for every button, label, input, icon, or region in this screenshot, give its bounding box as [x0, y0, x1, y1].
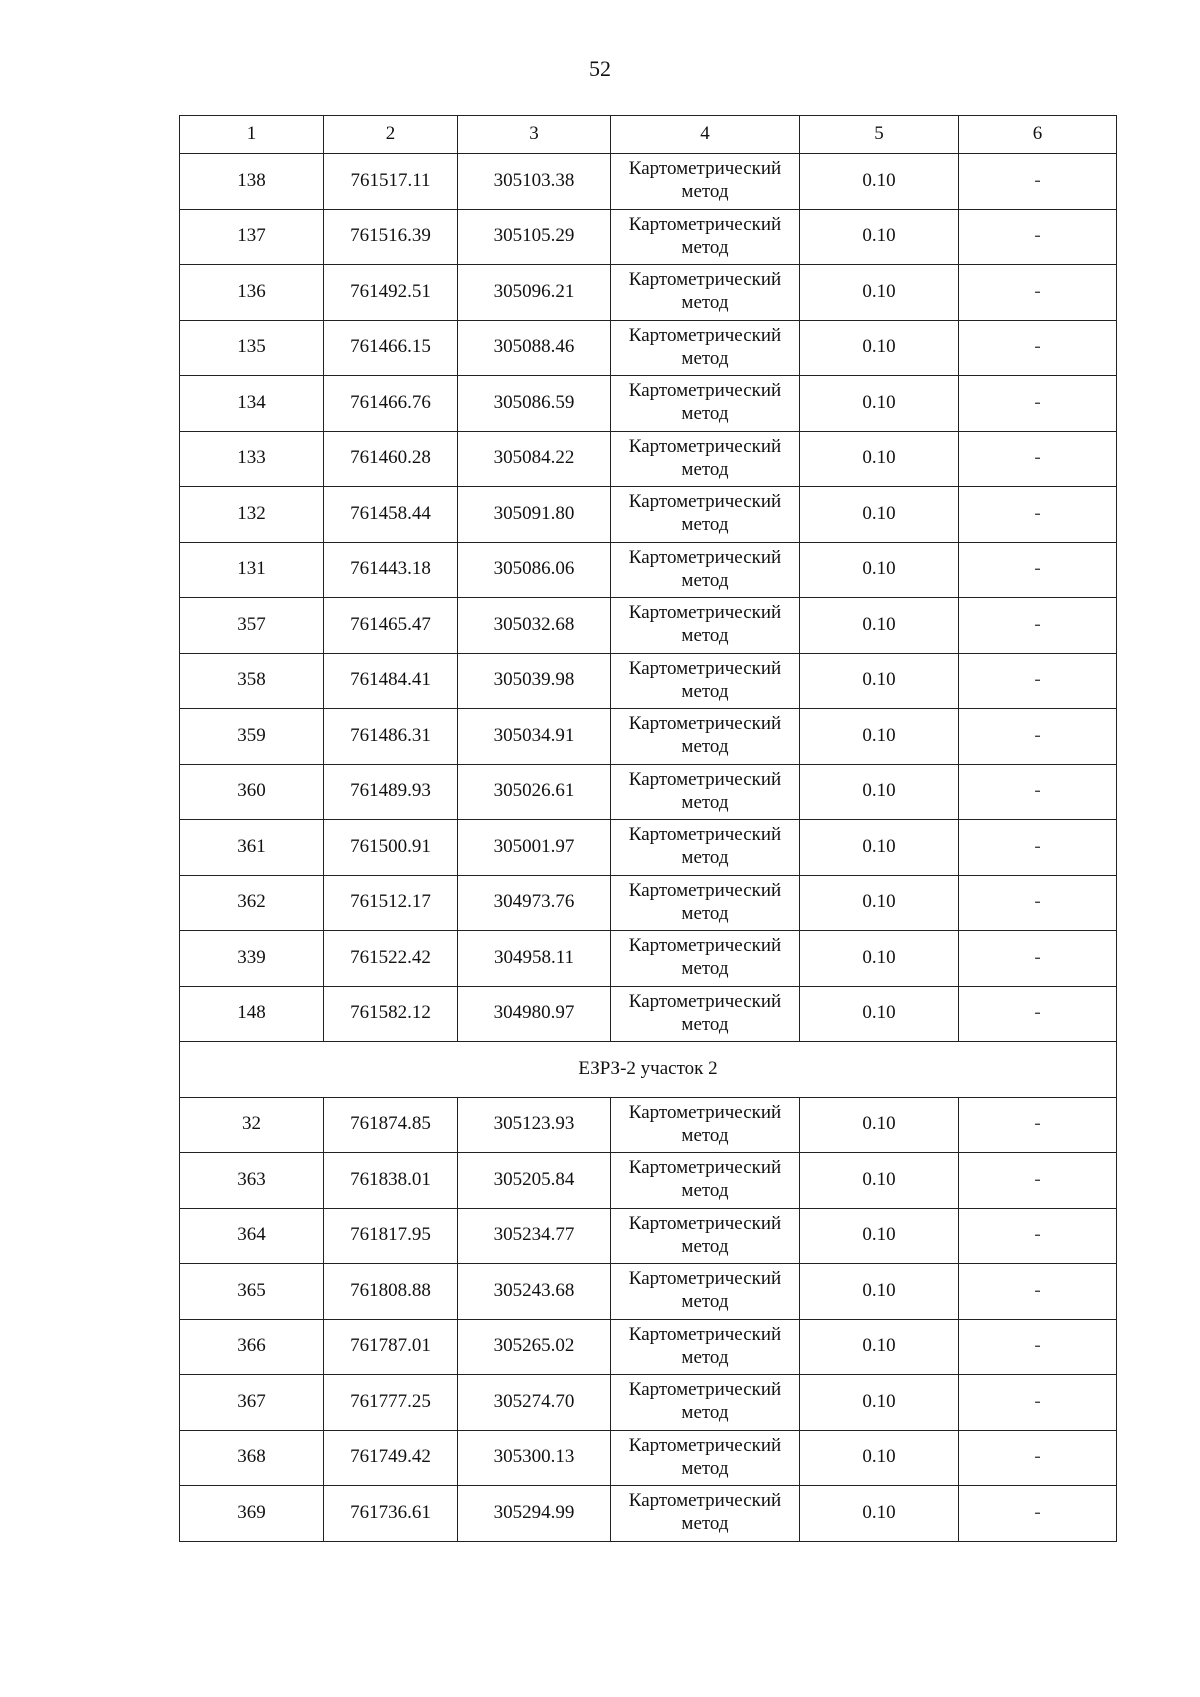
table-row — [180, 931, 1117, 987]
table-row — [180, 209, 1117, 265]
table-row — [180, 376, 1117, 432]
y-coordinate-cell: 304958.11 — [458, 931, 611, 987]
column-header: 6 — [959, 116, 1117, 154]
table-row — [180, 1208, 1117, 1264]
point-number-cell: 363 — [180, 1153, 324, 1209]
x-coordinate-cell: 761874.85 — [324, 1097, 458, 1153]
y-coordinate-cell: 305234.77 — [458, 1208, 611, 1264]
accuracy-cell: 0.10 — [800, 1375, 959, 1431]
x-coordinate-cell: 761522.42 — [324, 931, 458, 987]
point-number-cell: 367 — [180, 1375, 324, 1431]
accuracy-cell: 0.10 — [800, 431, 959, 487]
note-cell: - — [959, 931, 1117, 987]
method-cell — [611, 320, 800, 376]
method-cell — [611, 1486, 800, 1542]
method-text: Картометрический метод — [628, 602, 782, 647]
y-coordinate-cell: 305084.22 — [458, 431, 611, 487]
accuracy-cell: 0.10 — [800, 542, 959, 598]
table-row — [180, 431, 1117, 487]
method-cell — [611, 209, 800, 265]
accuracy-cell: 0.10 — [800, 875, 959, 931]
method-text: Картометрический метод — [628, 546, 782, 591]
table-row — [180, 154, 1117, 210]
note-cell: - — [959, 265, 1117, 321]
table-row — [180, 265, 1117, 321]
y-coordinate-cell: 305039.98 — [458, 653, 611, 709]
point-number-cell: 368 — [180, 1430, 324, 1486]
y-coordinate-cell: 305294.99 — [458, 1486, 611, 1542]
accuracy-cell: 0.10 — [800, 1486, 959, 1542]
y-coordinate-cell: 305265.02 — [458, 1319, 611, 1375]
y-coordinate-cell: 305123.93 — [458, 1097, 611, 1153]
x-coordinate-cell: 761516.39 — [324, 209, 458, 265]
table-row — [180, 1097, 1117, 1153]
method-text: Картометрический метод — [628, 1323, 782, 1368]
y-coordinate-cell: 305274.70 — [458, 1375, 611, 1431]
y-coordinate-cell: 305086.59 — [458, 376, 611, 432]
method-text: Картометрический метод — [628, 657, 782, 702]
y-coordinate-cell: 305032.68 — [458, 598, 611, 654]
table-row — [180, 1430, 1117, 1486]
table-row — [180, 487, 1117, 543]
accuracy-cell: 0.10 — [800, 209, 959, 265]
method-cell — [611, 1319, 800, 1375]
method-cell — [611, 1430, 800, 1486]
method-cell — [611, 931, 800, 987]
method-cell — [611, 1264, 800, 1320]
accuracy-cell: 0.10 — [800, 1430, 959, 1486]
table-row — [180, 320, 1117, 376]
x-coordinate-cell: 761466.15 — [324, 320, 458, 376]
y-coordinate-cell: 305001.97 — [458, 820, 611, 876]
accuracy-cell: 0.10 — [800, 764, 959, 820]
note-cell: - — [959, 1208, 1117, 1264]
coordinates-table — [179, 115, 1117, 1542]
table-body — [180, 116, 1117, 1542]
point-number-cell: 32 — [180, 1097, 324, 1153]
method-cell — [611, 542, 800, 598]
point-number-cell: 138 — [180, 154, 324, 210]
table-row — [180, 986, 1117, 1042]
point-number-cell: 135 — [180, 320, 324, 376]
accuracy-cell: 0.10 — [800, 598, 959, 654]
point-number-cell: 137 — [180, 209, 324, 265]
point-number-cell: 358 — [180, 653, 324, 709]
point-number-cell: 148 — [180, 986, 324, 1042]
method-text: Картометрический метод — [628, 213, 782, 258]
y-coordinate-cell: 305088.46 — [458, 320, 611, 376]
method-text: Картометрический метод — [628, 990, 782, 1035]
note-cell: - — [959, 653, 1117, 709]
note-cell: - — [959, 709, 1117, 765]
point-number-cell: 365 — [180, 1264, 324, 1320]
method-cell — [611, 376, 800, 432]
note-cell: - — [959, 542, 1117, 598]
point-number-cell: 359 — [180, 709, 324, 765]
table-row — [180, 764, 1117, 820]
note-cell: - — [959, 376, 1117, 432]
accuracy-cell: 0.10 — [800, 1319, 959, 1375]
point-number-cell: 133 — [180, 431, 324, 487]
method-cell — [611, 986, 800, 1042]
column-header: 3 — [458, 116, 611, 154]
point-number-cell: 366 — [180, 1319, 324, 1375]
x-coordinate-cell: 761817.95 — [324, 1208, 458, 1264]
x-coordinate-cell: 761466.76 — [324, 376, 458, 432]
method-cell — [611, 487, 800, 543]
table-row — [180, 598, 1117, 654]
x-coordinate-cell: 761749.42 — [324, 1430, 458, 1486]
page-number: 52 — [589, 56, 611, 81]
method-text: Картометрический метод — [628, 1268, 782, 1313]
point-number-cell: 132 — [180, 487, 324, 543]
table-row — [180, 875, 1117, 931]
method-cell — [611, 1375, 800, 1431]
column-header: 5 — [800, 116, 959, 154]
point-number-cell: 357 — [180, 598, 324, 654]
point-number-cell: 364 — [180, 1208, 324, 1264]
table-row — [180, 653, 1117, 709]
method-text: Картометрический метод — [628, 824, 782, 869]
method-cell — [611, 709, 800, 765]
x-coordinate-cell: 761512.17 — [324, 875, 458, 931]
table-row — [180, 1319, 1117, 1375]
x-coordinate-cell: 761443.18 — [324, 542, 458, 598]
table-row — [180, 1153, 1117, 1209]
table-row — [180, 1486, 1117, 1542]
accuracy-cell: 0.10 — [800, 487, 959, 543]
method-cell — [611, 431, 800, 487]
note-cell: - — [959, 154, 1117, 210]
method-text: Картометрический метод — [628, 1379, 782, 1424]
method-cell — [611, 1208, 800, 1264]
column-header: 2 — [324, 116, 458, 154]
point-number-cell: 362 — [180, 875, 324, 931]
table-row — [180, 820, 1117, 876]
note-cell: - — [959, 764, 1117, 820]
y-coordinate-cell: 305103.38 — [458, 154, 611, 210]
note-cell: - — [959, 875, 1117, 931]
x-coordinate-cell: 761484.41 — [324, 653, 458, 709]
x-coordinate-cell: 761460.28 — [324, 431, 458, 487]
note-cell: - — [959, 820, 1117, 876]
x-coordinate-cell: 761582.12 — [324, 986, 458, 1042]
method-cell — [611, 820, 800, 876]
method-text: Картометрический метод — [628, 713, 782, 758]
point-number-cell: 360 — [180, 764, 324, 820]
x-coordinate-cell: 761492.51 — [324, 265, 458, 321]
method-text: Картометрический метод — [628, 380, 782, 425]
y-coordinate-cell: 305105.29 — [458, 209, 611, 265]
method-cell — [611, 1097, 800, 1153]
method-text: Картометрический метод — [628, 1212, 782, 1257]
point-number-cell: 134 — [180, 376, 324, 432]
table-row — [180, 1375, 1117, 1431]
method-text: Картометрический метод — [628, 1490, 782, 1535]
method-cell — [611, 764, 800, 820]
accuracy-cell: 0.10 — [800, 1097, 959, 1153]
method-cell — [611, 598, 800, 654]
accuracy-cell: 0.10 — [800, 320, 959, 376]
y-coordinate-cell: 305300.13 — [458, 1430, 611, 1486]
note-cell: - — [959, 1486, 1117, 1542]
note-cell: - — [959, 598, 1117, 654]
note-cell: - — [959, 1375, 1117, 1431]
method-text: Картометрический метод — [628, 435, 782, 480]
method-text: Картометрический метод — [628, 768, 782, 813]
method-cell — [611, 265, 800, 321]
accuracy-cell: 0.10 — [800, 154, 959, 210]
note-cell: - — [959, 209, 1117, 265]
accuracy-cell: 0.10 — [800, 820, 959, 876]
method-cell — [611, 1153, 800, 1209]
x-coordinate-cell: 761458.44 — [324, 487, 458, 543]
accuracy-cell: 0.10 — [800, 986, 959, 1042]
method-cell — [611, 875, 800, 931]
note-cell: - — [959, 986, 1117, 1042]
accuracy-cell: 0.10 — [800, 1153, 959, 1209]
accuracy-cell: 0.10 — [800, 931, 959, 987]
table-header-row — [180, 116, 1117, 154]
accuracy-cell: 0.10 — [800, 376, 959, 432]
point-number-cell: 136 — [180, 265, 324, 321]
method-text: Картометрический метод — [628, 324, 782, 369]
accuracy-cell: 0.10 — [800, 1264, 959, 1320]
point-number-cell: 339 — [180, 931, 324, 987]
column-header: 1 — [180, 116, 324, 154]
method-text: Картометрический метод — [628, 1157, 782, 1202]
y-coordinate-cell: 305096.21 — [458, 265, 611, 321]
y-coordinate-cell: 305205.84 — [458, 1153, 611, 1209]
point-number-cell: 131 — [180, 542, 324, 598]
method-text: Картометрический метод — [628, 935, 782, 980]
note-cell: - — [959, 320, 1117, 376]
y-coordinate-cell: 305091.80 — [458, 487, 611, 543]
y-coordinate-cell: 305034.91 — [458, 709, 611, 765]
x-coordinate-cell: 761489.93 — [324, 764, 458, 820]
method-text: Картометрический метод — [628, 1101, 782, 1146]
x-coordinate-cell: 761787.01 — [324, 1319, 458, 1375]
x-coordinate-cell: 761736.61 — [324, 1486, 458, 1542]
table-row — [180, 1264, 1117, 1320]
method-text: Картометрический метод — [628, 1434, 782, 1479]
column-header: 4 — [611, 116, 800, 154]
accuracy-cell: 0.10 — [800, 265, 959, 321]
table-row — [180, 709, 1117, 765]
x-coordinate-cell: 761838.01 — [324, 1153, 458, 1209]
method-text: Картометрический метод — [628, 269, 782, 314]
x-coordinate-cell: 761500.91 — [324, 820, 458, 876]
x-coordinate-cell: 761777.25 — [324, 1375, 458, 1431]
note-cell: - — [959, 431, 1117, 487]
method-cell — [611, 653, 800, 709]
note-cell: - — [959, 1319, 1117, 1375]
section-row — [180, 1042, 1117, 1098]
method-text: Картометрический метод — [628, 491, 782, 536]
method-text: Картометрический метод — [628, 879, 782, 924]
note-cell: - — [959, 1264, 1117, 1320]
x-coordinate-cell: 761517.11 — [324, 154, 458, 210]
y-coordinate-cell: 305086.06 — [458, 542, 611, 598]
accuracy-cell: 0.10 — [800, 1208, 959, 1264]
y-coordinate-cell: 305026.61 — [458, 764, 611, 820]
note-cell: - — [959, 1153, 1117, 1209]
accuracy-cell: 0.10 — [800, 653, 959, 709]
method-cell — [611, 154, 800, 210]
table-row — [180, 542, 1117, 598]
x-coordinate-cell: 761486.31 — [324, 709, 458, 765]
y-coordinate-cell: 305243.68 — [458, 1264, 611, 1320]
y-coordinate-cell: 304973.76 — [458, 875, 611, 931]
point-number-cell: 369 — [180, 1486, 324, 1542]
note-cell: - — [959, 1430, 1117, 1486]
x-coordinate-cell: 761808.88 — [324, 1264, 458, 1320]
point-number-cell: 361 — [180, 820, 324, 876]
note-cell: - — [959, 1097, 1117, 1153]
y-coordinate-cell: 304980.97 — [458, 986, 611, 1042]
note-cell: - — [959, 487, 1117, 543]
method-text: Картометрический метод — [628, 158, 782, 203]
section-title: ЕЗРЗ-2 участок 2 — [180, 1042, 1117, 1098]
x-coordinate-cell: 761465.47 — [324, 598, 458, 654]
accuracy-cell: 0.10 — [800, 709, 959, 765]
